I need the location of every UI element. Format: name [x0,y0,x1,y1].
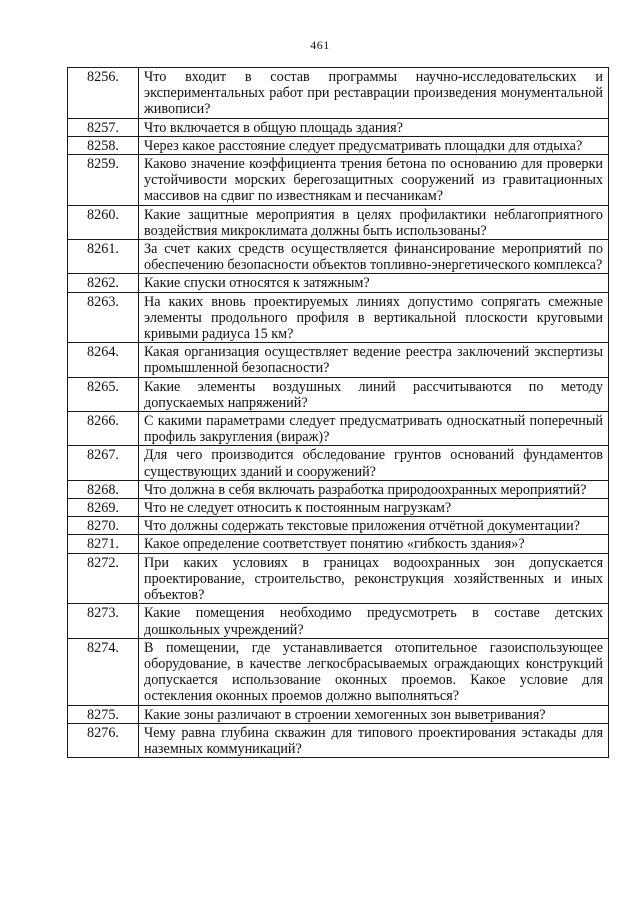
table-row [68,68,609,119]
question-text: Что не следует относить к постоянным нагрузкам? [139,499,609,517]
table-row [68,446,609,480]
question-number: 8269. [68,499,139,517]
question-number: 8265. [68,377,139,411]
question-number: 8261. [68,240,139,274]
table-row [68,604,609,638]
question-text: Какая организация осуществляет ведение реестра заключений экспертизы промышленной безопасности? [139,343,609,377]
question-number: 8256. [68,68,139,119]
table-row [68,705,609,723]
question-number: 8274. [68,638,139,705]
table-row [68,412,609,446]
table-row [68,499,609,517]
question-text: За счет каких средств осуществляется финансирование мероприятий по обеспечению безопасности объектов топливно-энергетического комплекса? [139,240,609,274]
question-number: 8260. [68,205,139,239]
question-number: 8275. [68,705,139,723]
question-text: Что включается в общую площадь здания? [139,118,609,136]
table-row [68,517,609,535]
table-row [68,240,609,274]
question-number: 8266. [68,412,139,446]
question-text: При каких условиях в границах водоохранных зон допускается проектирование, строительство, реконструкция хозяйственных и иных объектов? [139,553,609,604]
question-number: 8271. [68,535,139,553]
table-row [68,638,609,705]
question-number: 8270. [68,517,139,535]
question-number: 8262. [68,274,139,292]
table-row [68,343,609,377]
table-row [68,136,609,154]
table-row [68,480,609,498]
question-text: На каких вновь проектируемых линиях допустимо сопрягать смежные элементы продольного профиля в вертикальной плоскости круговыми кривыми радиуса 15 км? [139,292,609,343]
question-number: 8276. [68,723,139,757]
page-number: 461 [310,38,330,52]
table-row [68,535,609,553]
question-text: Какие элементы воздушных линий рассчитываются по методу допускаемых напряжений? [139,377,609,411]
questions-table [67,67,609,758]
question-text: Какое определение соответствует понятию «гибкость здания»? [139,535,609,553]
question-text: Какие защитные мероприятия в целях профилактики неблагоприятного воздействия микроклимата должны быть использованы? [139,205,609,239]
question-text: Какие помещения необходимо предусмотреть в составе детских дошкольных учреждений? [139,604,609,638]
question-text: Чему равна глубина скважин для типового проектирования эстакады для наземных коммуникаций? [139,723,609,757]
question-text: Для чего производится обследование грунтов оснований фундаментов существующих зданий и сооружений? [139,446,609,480]
question-text: Каково значение коэффициента трения бетона по основанию для проверки устойчивости морских берегозащитных сооружений из гравитационных массивов на сдвиг по известнякам и песчаникам? [139,155,609,206]
question-text: В помещении, где устанавливается отопительное газоиспользующее оборудование, в качестве легкосбрасываемых ограждающих конструкций допускается использование оконных проемов. Какое условие для остекления оконных проемов должно выполняться? [139,638,609,705]
question-number: 8268. [68,480,139,498]
table-row [68,274,609,292]
question-text: Через какое расстояние следует предусматривать площадки для отдыха? [139,136,609,154]
question-text: Что входит в состав программы научно-исследовательских и экспериментальных работ при реставрации произведения монументальной живописи? [139,68,609,119]
table-row [68,155,609,206]
question-number: 8267. [68,446,139,480]
question-text: Какие спуски относятся к затяжным? [139,274,609,292]
table-row [68,205,609,239]
question-number: 8264. [68,343,139,377]
question-text: Что должны содержать текстовые приложения отчётной документации? [139,517,609,535]
table-row [68,118,609,136]
question-text: Какие зоны различают в строении хемогенных зон выветривания? [139,705,609,723]
question-number: 8272. [68,553,139,604]
question-number: 8259. [68,155,139,206]
question-number: 8257. [68,118,139,136]
question-number: 8263. [68,292,139,343]
question-number: 8258. [68,136,139,154]
table-row [68,723,609,757]
table-row [68,292,609,343]
question-text: С какими параметрами следует предусматривать односкатный поперечный профиль закругления (вираж)? [139,412,609,446]
question-text: Что должна в себя включать разработка природоохранных мероприятий? [139,480,609,498]
table-row [68,377,609,411]
table-row [68,553,609,604]
question-number: 8273. [68,604,139,638]
